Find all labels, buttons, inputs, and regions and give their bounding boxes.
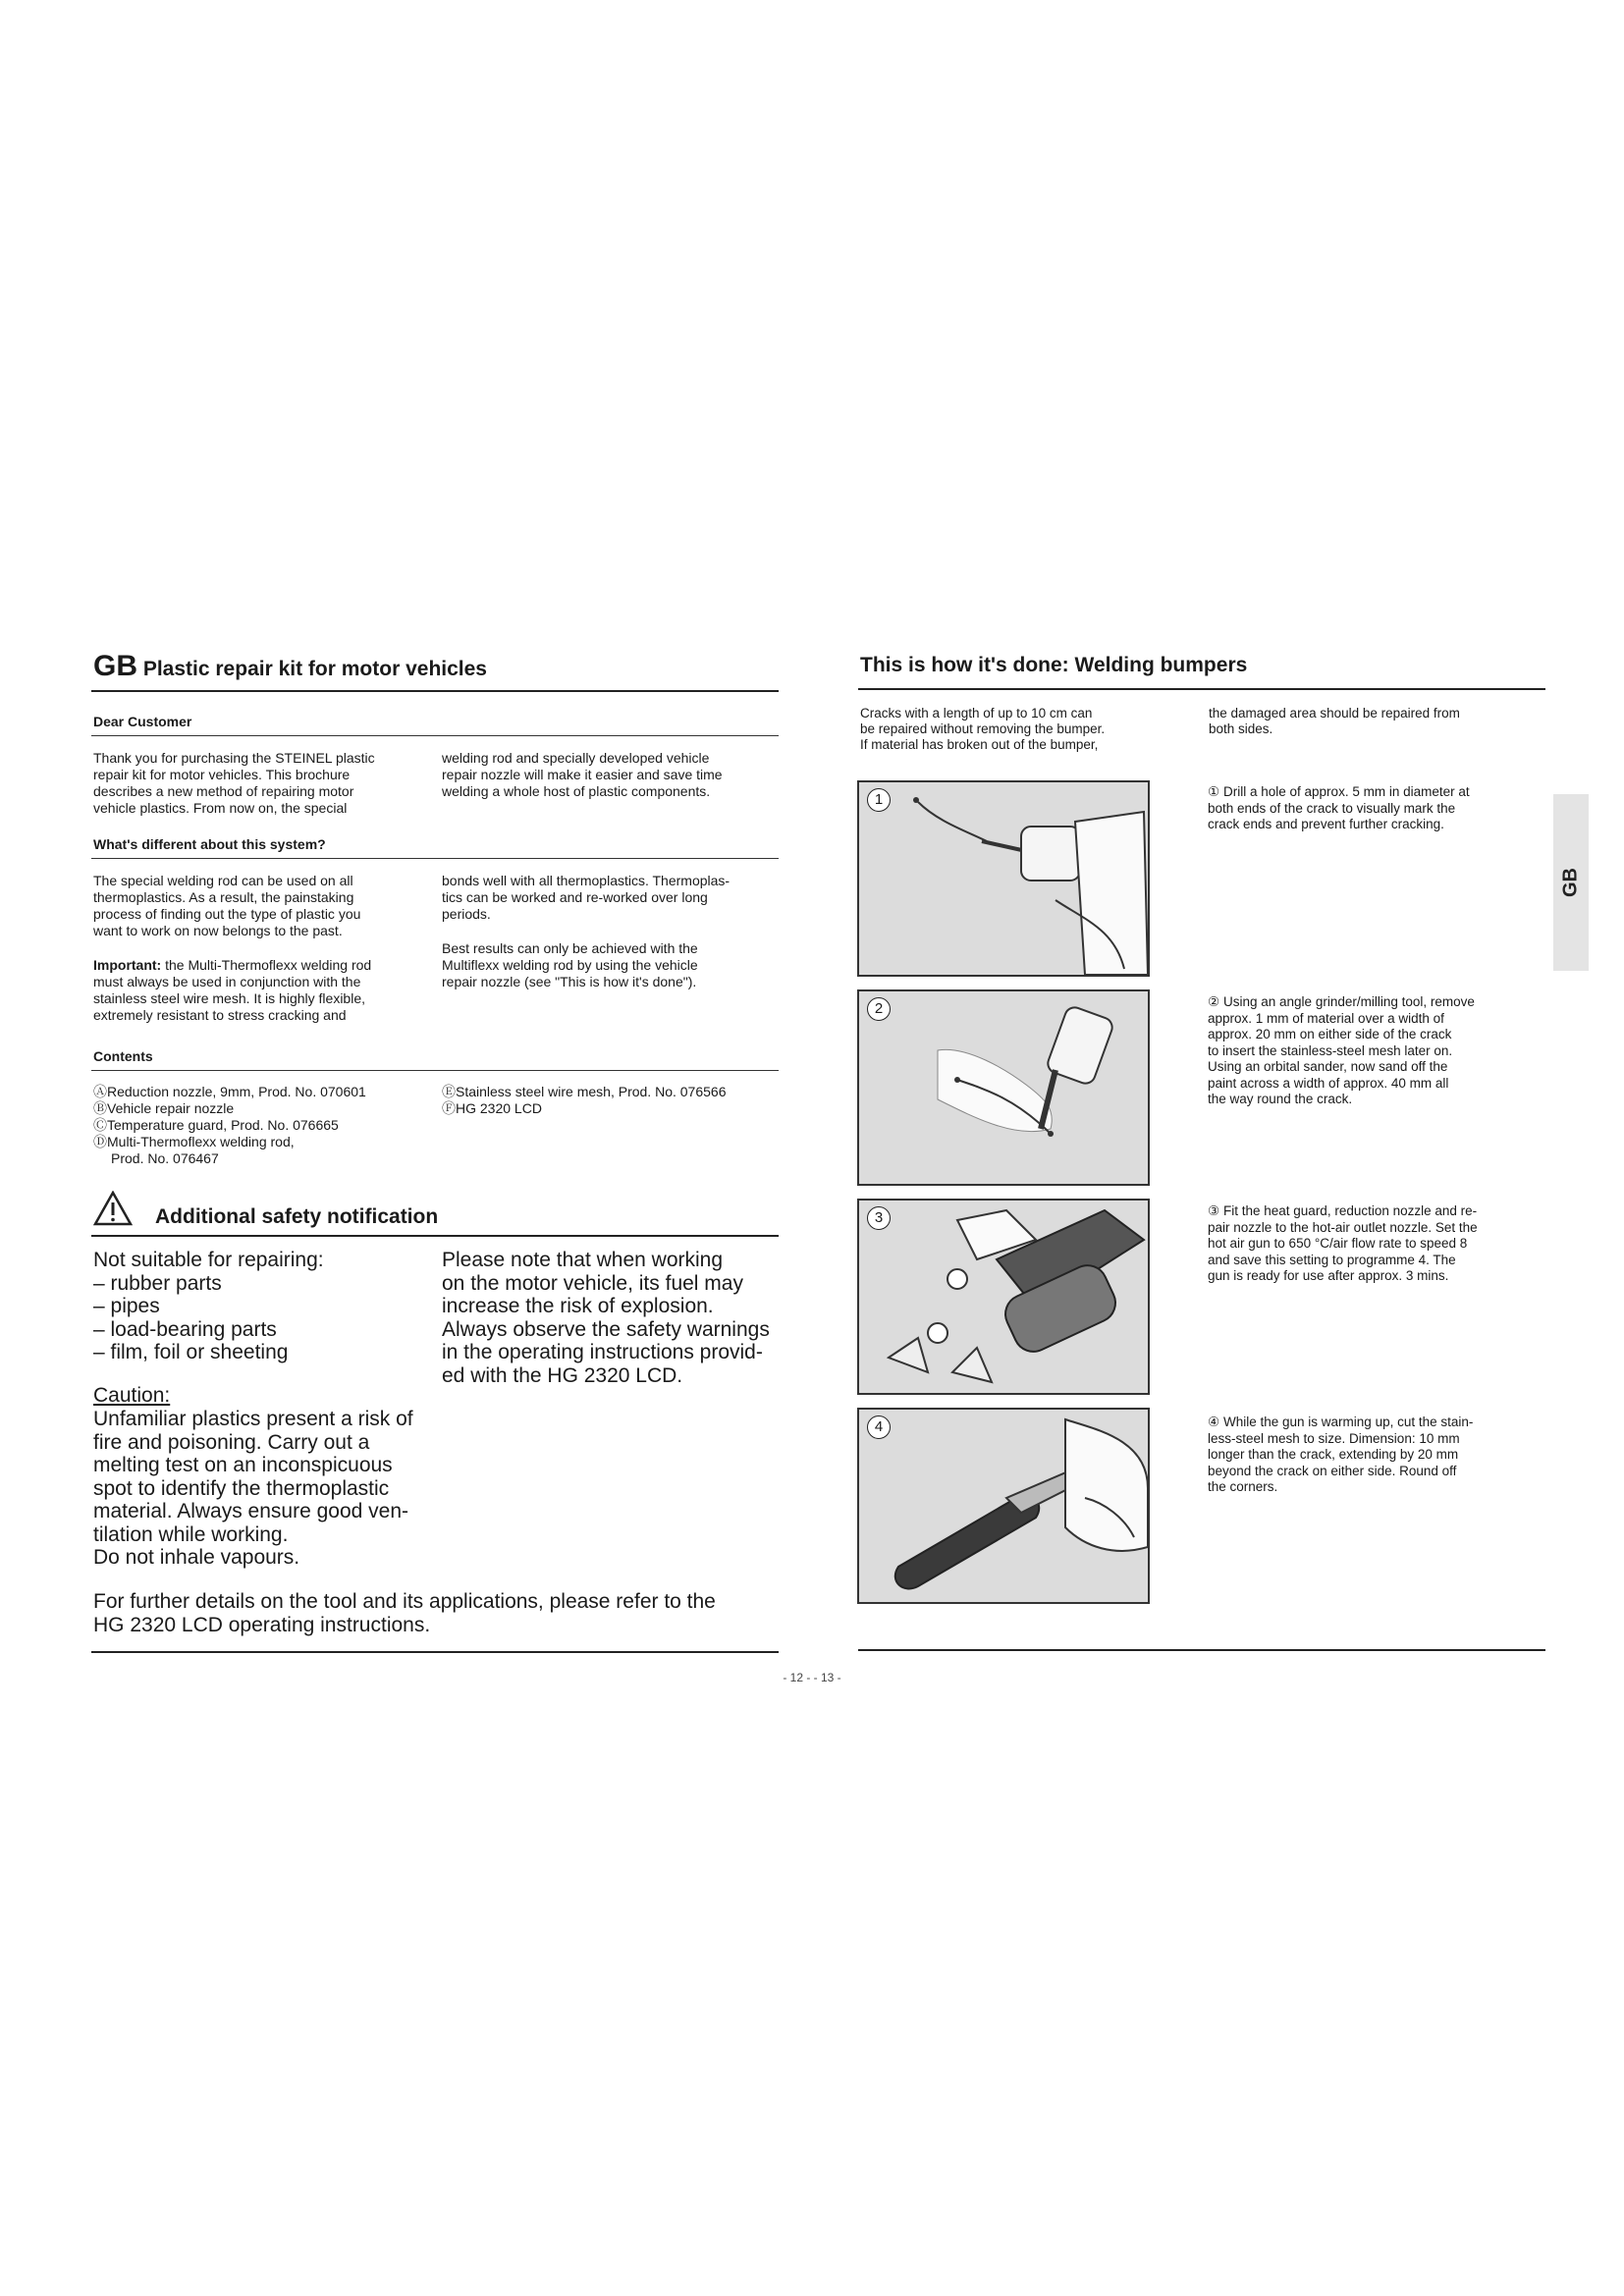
page-numbers: - 12 - - 13 - bbox=[783, 1671, 841, 1684]
heat-gun-illustration bbox=[859, 1201, 1148, 1393]
step-3-text: ③ Fit the heat guard, reduction nozzle and re- pair nozzle to the hot-air outlet nozzle. Set the hot air gun to 650 °C/air flow rate to speed 8 and save this setting to programme 4. The gun is ready for use after approx. 3 mins. bbox=[1208, 1203, 1478, 1283]
warning-icon bbox=[93, 1191, 133, 1226]
contents-col2 bbox=[442, 1084, 781, 1117]
bottom-rule-left bbox=[91, 1651, 779, 1653]
figure-3-nozzles bbox=[857, 1199, 1150, 1395]
caution-heading: Caution: bbox=[93, 1384, 171, 1407]
intro-col1: Cracks with a length of up to 10 cm can be repaired without removing the bumper. If material has broken out of the bumper, bbox=[860, 706, 1106, 752]
list-item: ⒷVehicle repair nozzle bbox=[93, 1100, 235, 1116]
contents-heading: Contents bbox=[93, 1048, 153, 1064]
drill-illustration bbox=[859, 782, 1148, 975]
safety-col1: Not suitable for repairing: – rubber parts – pipes – load-bearing parts – film, foil or sheeting bbox=[93, 1249, 324, 1363]
section-rule bbox=[91, 1070, 779, 1071]
title-text: Plastic repair kit for motor vehicles bbox=[142, 658, 487, 680]
important-text: the Multi-Thermoflexx welding rod must always be used in conjunction with the stainless steel wire mesh. It is highly flexible, extremely resistant to stress cracking and bbox=[93, 957, 372, 1023]
step-number-badge: 4 bbox=[867, 1415, 891, 1439]
figure-2-grinder bbox=[857, 989, 1150, 1186]
grinder-illustration bbox=[859, 991, 1148, 1184]
title-code: GB bbox=[93, 650, 137, 682]
page-title bbox=[93, 650, 487, 683]
different-col2-p2: Best results can only be achieved with the Multiflexx welding rod by using the vehicle repair nozzle (see "This is how it's done"). bbox=[442, 940, 698, 989]
step-1-text: ① Drill a hole of approx. 5 mm in diameter at both ends of the crack to visually mark the crack ends and prevent further cracking. bbox=[1208, 784, 1470, 831]
scissors-mesh-illustration bbox=[859, 1410, 1148, 1602]
right-title-rule bbox=[858, 688, 1545, 690]
safety-footer: For further details on the tool and its applications, please refer to the HG 2320 LCD operating instructions. bbox=[93, 1590, 716, 1636]
different-heading: What's different about this system? bbox=[93, 836, 326, 852]
caution-text: Unfamiliar plastics present a risk of fire and poisoning. Carry out a melting test on an inconspicuous spot to identify the thermoplastic material. Always ensure good ven- tilation while working. Do not inhale vapours. bbox=[93, 1408, 413, 1569]
intro-col2: the damaged area should be repaired from both sides. bbox=[1209, 706, 1460, 736]
section-rule bbox=[91, 735, 779, 736]
step-number-badge: 1 bbox=[867, 788, 891, 812]
different-col1-p2 bbox=[93, 957, 432, 1024]
important-label: Important: bbox=[93, 957, 162, 973]
figure-4-cut-mesh bbox=[857, 1408, 1150, 1604]
bottom-rule-right bbox=[858, 1649, 1545, 1651]
list-item: ⒹMulti-Thermoflexx welding rod, bbox=[93, 1134, 295, 1149]
list-item: ⒸTemperature guard, Prod. No. 076665 bbox=[93, 1117, 339, 1133]
list-item: ⒻHG 2320 LCD bbox=[442, 1100, 542, 1116]
different-col2-p1: bonds well with all thermoplastics. Thermoplas- tics can be worked and re-worked over long periods. bbox=[442, 873, 731, 922]
contents-col1 bbox=[93, 1084, 427, 1167]
list-item: ⒶReduction nozzle, 9mm, Prod. No. 070601 bbox=[93, 1084, 366, 1099]
list-item: ⒺStainless steel wire mesh, Prod. No. 076566 bbox=[442, 1084, 727, 1099]
right-title: This is how it's done: Welding bumpers bbox=[860, 654, 1248, 676]
step-number-badge: 3 bbox=[867, 1206, 891, 1230]
step-2-text: ② Using an angle grinder/milling tool, remove approx. 1 mm of material over a width of approx. 20 mm on either side of the crack to insert the stainless-steel mesh later on. Using an orbital sander, now sand off the paint across a width of approx. 40 mm all the way round the crack. bbox=[1208, 994, 1475, 1106]
title-rule bbox=[91, 690, 779, 692]
figure-1-drill bbox=[857, 780, 1150, 977]
safety-rule bbox=[91, 1235, 779, 1237]
step-4-text: ④ While the gun is warming up, cut the stain- less-steel mesh to size. Dimension: 10 mm longer than the crack, extending by 20 mm beyond the crack on either side. Round off the corners. bbox=[1208, 1415, 1474, 1494]
dear-customer-col1: Thank you for purchasing the STEINEL plastic repair kit for motor vehicles. This brochure describes a new method of repairing motor vehicle plastics. From now on, the special bbox=[93, 750, 375, 816]
dear-customer-heading: Dear Customer bbox=[93, 714, 192, 729]
different-col1-p1: The special welding rod can be used on all thermoplastics. As a result, the painstaking process of finding out the type of plastic you want to work on now belongs to the past. bbox=[93, 873, 361, 938]
section-rule bbox=[91, 858, 779, 859]
language-tab: GB bbox=[1553, 794, 1589, 971]
list-item-continued: Prod. No. 076467 bbox=[111, 1150, 219, 1166]
dear-customer-col2: welding rod and specially developed vehicle repair nozzle will make it easier and save time welding a whole host of plastic components. bbox=[442, 750, 723, 799]
safety-heading: Additional safety notification bbox=[155, 1205, 439, 1228]
step-number-badge: 2 bbox=[867, 997, 891, 1021]
safety-col2: Please note that when working on the motor vehicle, its fuel may increase the risk of explosion. Always observe the safety warnings in the operating instructions provid- ed with the HG 2320 LCD. bbox=[442, 1249, 770, 1387]
